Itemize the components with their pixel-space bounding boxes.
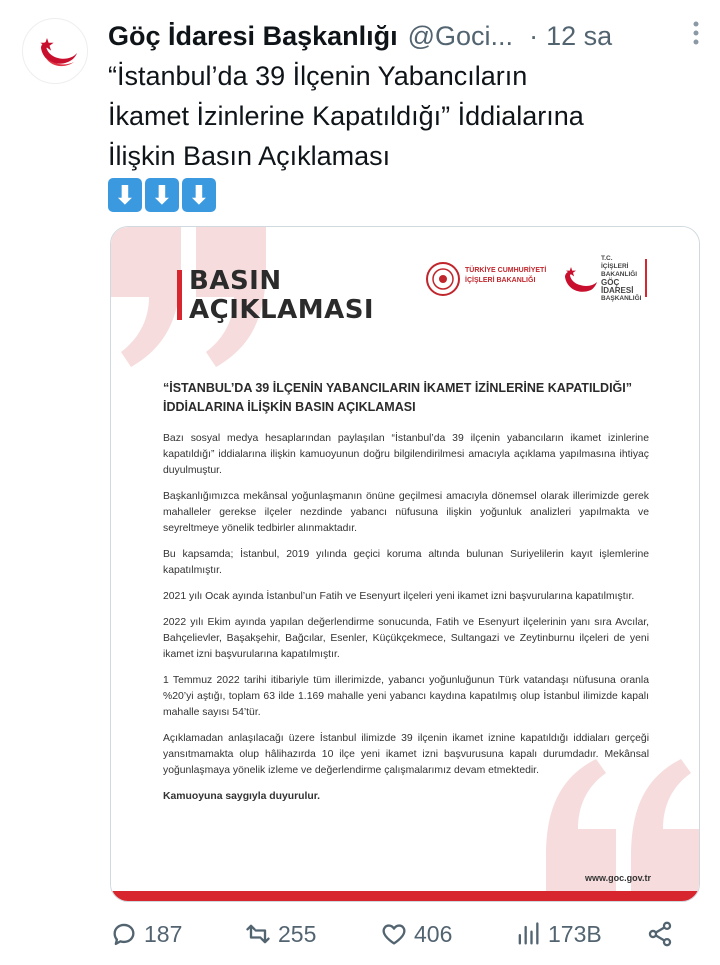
tweet-text-line: İlişkin Basın Açıklaması	[108, 141, 391, 171]
tweet-timestamp[interactable]: 12 sa	[546, 20, 613, 51]
logo-accent-bar	[645, 259, 647, 297]
retweet-button[interactable]	[244, 920, 316, 948]
footer-red-strip	[111, 891, 699, 901]
like-count: 406	[414, 920, 453, 947]
share-icon	[646, 920, 674, 948]
tweet-action-bar	[110, 920, 690, 954]
avatar[interactable]	[22, 18, 88, 84]
document-title-line: BASIN	[189, 266, 282, 296]
retweet-count: 255	[278, 920, 317, 947]
document-body	[163, 431, 649, 815]
crescent-star-logo-icon	[563, 265, 597, 295]
views-chart-icon	[514, 920, 542, 948]
paragraph: Başkanlığımızca mekânsal yoğunlaşmanın önüne geçilmesi amacıyla dönemsel olarak illerimizde gerek mahalleler gerekse ilçeler nezdinde yabancı nüfusuna ilişkin yoğunluk analizleri yapılmakta ve seyreltmeye yönelik tedbirler alınmaktadır.	[163, 491, 649, 534]
retweet-icon	[244, 920, 272, 948]
views-button[interactable]	[514, 920, 602, 948]
paragraph: 2022 yılı Ekim ayında yapılan değerlendirme sonucunda, Fatih ve Esenyurt ilçelerinin yanı sıra Avcılar, Bahçelievler, Başakşehir, Bağcılar, Esenler, Küçükçekmece, Sultangazi ve Zeytinburnu ilçeleri de yeni ikamet izni başvurularına kapatılmıştır.	[163, 617, 649, 660]
document-title-line: AÇIKLAMASI	[189, 295, 375, 325]
down-arrow-emoji-icon: ⬇	[182, 178, 216, 212]
share-button[interactable]	[646, 920, 674, 948]
reply-count: 187	[144, 920, 183, 947]
logo-text: İÇİŞLERİ BAKANLIĞI	[601, 263, 638, 278]
logo-text: T.C.	[601, 255, 613, 262]
user-handle[interactable]: @Goci...	[407, 20, 514, 51]
tweet-text-line: “İstanbul’da 39 İlçenin Yabancıların	[108, 61, 528, 91]
document-heading: “İSTANBUL’DA 39 İLÇENİN YABANCILARIN İKAMET İZİNLERİNE KAPATILDIĞI” İDDİALARINA İLİŞKİN BASIN AÇIKLAMASI	[163, 381, 633, 414]
logo-text: BAŞKANLIĞI	[601, 295, 642, 302]
logo-text: İÇİŞLERİ BAKANLIĞI	[465, 277, 536, 284]
press-release-document	[111, 227, 699, 901]
logo-text: TÜRKİYE CUMHURİYETİ	[465, 267, 547, 274]
interior-ministry-logo	[423, 259, 555, 299]
down-arrow-emoji-icon: ⬇	[108, 178, 142, 212]
document-title	[189, 267, 374, 325]
tweet-header	[108, 18, 700, 54]
title-accent-bar	[177, 270, 182, 320]
ministry-emblem-icon	[425, 261, 461, 297]
separator-dot: ·	[529, 20, 539, 51]
down-arrow-emojis	[108, 178, 216, 212]
tweet-text-line: İkamet İzinlerine Kapatıldığı” İddialarına	[108, 101, 584, 131]
reply-button[interactable]	[110, 920, 182, 948]
logo-text: GÖÇ İDARESİ	[601, 278, 634, 295]
closing-line: Kamuoyuna saygıyla duyurulur.	[163, 791, 321, 802]
crescent-star-logo-icon	[32, 28, 78, 74]
paragraph: Açıklamadan anlaşılacağı üzere İstanbul ilimizde 39 ilçenin ikamet iznine kapatıldığı iddiaları gerçeği yansıtmamakta olup hâlihazırda 10 ilçe yeni ikamet izni başvurusuna kapalı durumdadır. Mekânsal yoğunlaşmaya yönelik izleme ve değerlendirme çalışmalarımız devam etmektedir.	[163, 733, 649, 776]
paragraph: Bazı sosyal medya hesaplarından paylaşılan “İstanbul’da 39 ilçenin yabancıların ikamet izinlerine kapatıldığı” iddialarına ilişkin kamuoyunun doğru bilgilendirilmesi amacıyla açıklama yapılmasına ihtiyaç duyulmuştur.	[163, 433, 649, 476]
goc-idaresi-logo	[563, 255, 653, 302]
view-count: 173B	[548, 920, 602, 947]
heart-icon	[380, 920, 408, 948]
paragraph: Bu kapsamda; İstanbul, 2019 yılında geçici koruma altında bulunan Suriyelilerin kayıt işlemlerine kapatılmıştır.	[163, 549, 649, 576]
paragraph: 2021 yılı Ocak ayında İstanbul’un Fatih ve Esenyurt ilçeleri yeni ikamet izni başvurularına kapatılmıştır.	[163, 591, 635, 602]
reply-icon	[110, 920, 138, 948]
more-dots-icon[interactable]	[692, 20, 700, 53]
tweet-text	[108, 56, 698, 176]
paragraph: 1 Temmuz 2022 tarihi itibariyle tüm illerimizde, yabancı yoğunluğunun Türk vatandaşı nüfusuna oranla %20’yi aştığı, toplam 63 ilde 1.169 mahalle yeni yabancı kaydına kapatılmış olup İstanbul ilimizde kapalı mahalle sayısı 54’tür.	[163, 675, 649, 718]
website-url: www.goc.gov.tr	[584, 873, 651, 883]
like-button[interactable]	[380, 920, 452, 948]
display-name[interactable]: Göç İdaresi Başkanlığı	[108, 20, 398, 51]
tweet-media-image[interactable]	[110, 226, 700, 902]
down-arrow-emoji-icon: ⬇	[145, 178, 179, 212]
